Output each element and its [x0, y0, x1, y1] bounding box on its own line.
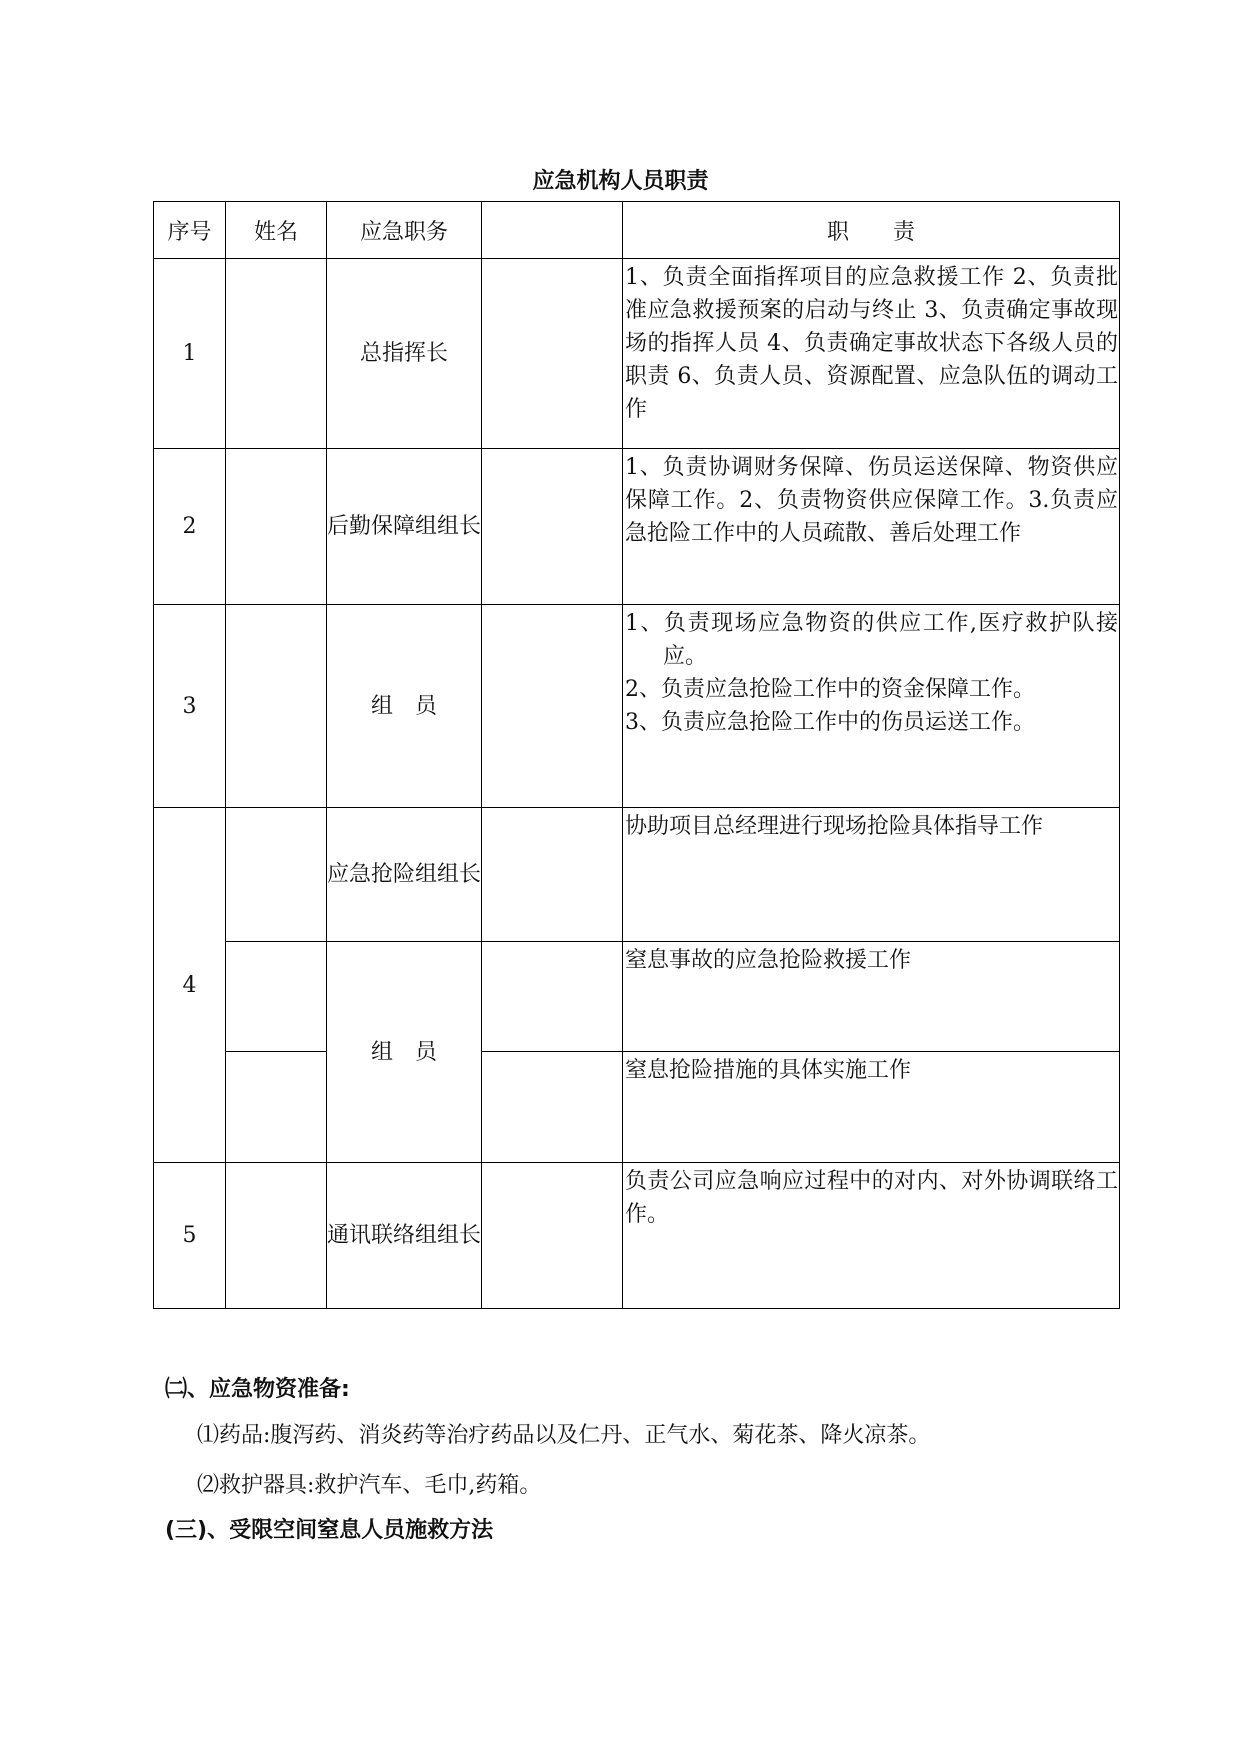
row-number: 2 — [154, 449, 226, 605]
role-cell: 组 员 — [327, 605, 482, 808]
row-number: 1 — [154, 259, 226, 449]
header-no: 序号 — [154, 202, 226, 259]
row-number: 3 — [154, 605, 226, 808]
name-cell — [226, 942, 327, 1052]
header-name: 姓名 — [226, 202, 327, 259]
duty-cell: 窒息抢险措施的具体实施工作 — [623, 1052, 1120, 1163]
role-cell: 通讯联络组组长 — [327, 1163, 482, 1309]
extra-cell — [482, 1163, 623, 1309]
table-row — [154, 259, 1120, 449]
extra-cell — [482, 808, 623, 942]
header-role: 应急职务 — [327, 202, 482, 259]
extra-cell — [482, 942, 623, 1052]
section-heading-rescue: (三)、受限空间窒息人员施救方法 — [165, 1518, 494, 1543]
name-cell — [226, 1052, 327, 1163]
header-blank — [482, 202, 623, 259]
role-cell: 应急抢险组组长 — [327, 808, 482, 942]
extra-cell — [482, 1052, 623, 1163]
table-row — [154, 808, 1120, 942]
supplies-item-rescue-equipment: ⑵救护器具:救护汽车、毛巾,药箱。 — [197, 1473, 542, 1498]
name-cell — [226, 1163, 327, 1309]
name-cell — [226, 808, 327, 942]
section-heading-supplies: ㈡、应急物资准备: — [165, 1377, 350, 1402]
table-row — [154, 1163, 1120, 1309]
duty-cell — [623, 605, 1120, 808]
extra-cell — [482, 449, 623, 605]
duty-table — [153, 201, 1120, 1309]
document-title: 应急机构人员职责 — [532, 169, 709, 194]
duty-cell: 1、负责协调财务保障、伤员运送保障、物资供应保障工作。2、负责物资供应保障工作。3.负责应急抢险工作中的人员疏散、善后处理工作 — [623, 449, 1120, 605]
header-duty: 职 责 — [623, 202, 1120, 259]
duty-item: 1、负责现场应急物资的供应工作,医疗救护队接应。 — [625, 611, 1118, 669]
role-cell: 组 员 — [327, 942, 482, 1163]
table-header-row — [154, 202, 1120, 259]
table-row — [154, 1052, 1120, 1163]
duty-cell: 窒息事故的应急抢险救援工作 — [623, 942, 1120, 1052]
name-cell — [226, 605, 327, 808]
duty-cell: 1、负责全面指挥项目的应急救援工作 2、负责批准应急救援预案的启动与终止 3、负责确定事故现场的指挥人员 4、负责确定事故状态下各级人员的职责 6、负责人员、资源配置、应急队伍的调动工作 — [623, 259, 1120, 449]
duty-cell: 协助项目总经理进行现场抢险具体指导工作 — [623, 808, 1120, 942]
supplies-item-medicine: ⑴药品:腹泻药、消炎药等治疗药品以及仁丹、正气水、菊花茶、降火凉茶。 — [197, 1423, 931, 1448]
extra-cell — [482, 605, 623, 808]
name-cell — [226, 449, 327, 605]
duty-cell: 负责公司应急响应过程中的对内、对外协调联络工作。 — [623, 1163, 1120, 1309]
table-row — [154, 449, 1120, 605]
table-row — [154, 942, 1120, 1052]
name-cell — [226, 259, 327, 449]
extra-cell — [482, 259, 623, 449]
duty-item: 2、负责应急抢险工作中的资金保障工作。 — [625, 677, 1035, 702]
role-cell: 总指挥长 — [327, 259, 482, 449]
duty-item: 3、负责应急抢险工作中的伤员运送工作。 — [625, 710, 1035, 735]
row-number: 5 — [154, 1163, 226, 1309]
table-row — [154, 605, 1120, 808]
role-cell: 后勤保障组组长 — [327, 449, 482, 605]
row-number: 4 — [154, 808, 226, 1163]
